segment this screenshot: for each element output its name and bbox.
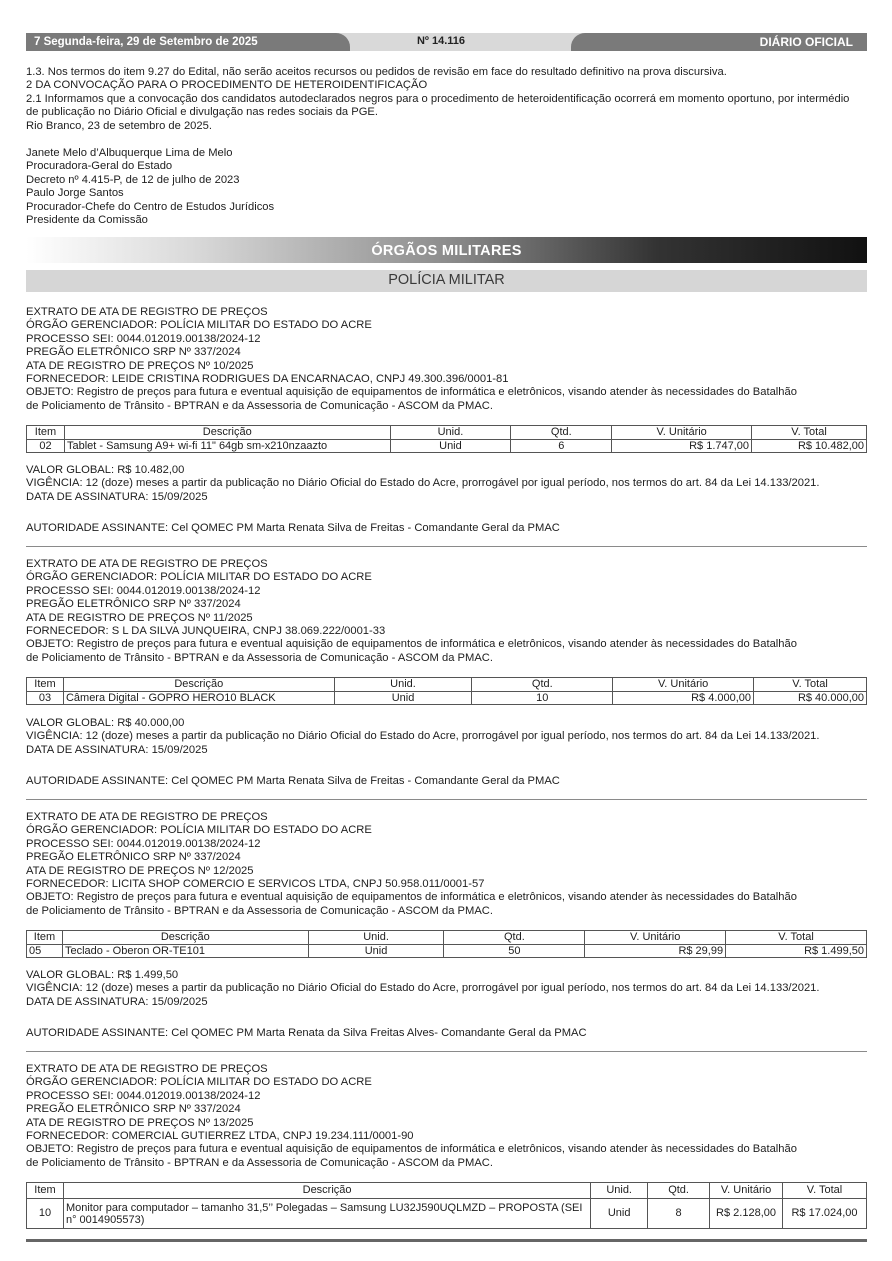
- extract-data: DATA DE ASSINATURA: 15/09/2025: [26, 743, 208, 756]
- extract-fornecedor: FORNECEDOR: LEIDE CRISTINA RODRIGUES DA ENCARNACAO, CNPJ 49.300.396/0001-81: [26, 373, 509, 386]
- col-header-vtotal: V. Total: [726, 931, 867, 945]
- cell-vtotal: R$ 40.000,00: [754, 691, 867, 705]
- cell-vunit: R$ 2.128,00: [710, 1199, 783, 1229]
- extract-orgao: ÓRGÃO GERENCIADOR: POLÍCIA MILITAR DO ESTADO DO ACRE: [26, 1076, 372, 1089]
- cell-vunit: R$ 29,99: [585, 944, 726, 958]
- col-header-item: Item: [27, 426, 65, 440]
- cell-item: 03: [27, 691, 64, 705]
- col-header-unid: Unid.: [308, 931, 444, 945]
- cell-qtd: 8: [648, 1199, 710, 1229]
- col-header-qtd: Qtd.: [648, 1183, 710, 1199]
- extract-pregao: PREGÃO ELETRÔNICO SRP Nº 337/2024: [26, 346, 241, 359]
- section-banner-military: [26, 237, 867, 263]
- extract-objeto: OBJETO: Registro de preços para futura e eventual aquisição de equipamentos de informática e eletrônicos, visando atender às necessidades do Batalhão: [26, 891, 797, 904]
- intro-line: 2.1 Informamos que a convocação dos candidatos autodeclarados negros para o procedimento de heteroidentificação ocorrerá em momento oportuno, por intermédio: [26, 92, 850, 105]
- extract-orgao: ÓRGÃO GERENCIADOR: POLÍCIA MILITAR DO ESTADO DO ACRE: [26, 571, 372, 584]
- col-header-item: Item: [27, 678, 64, 692]
- signature-line: Presidente da Comissão: [26, 214, 148, 227]
- cell-item: 10: [27, 1199, 64, 1229]
- cell-unid: Unid: [390, 439, 511, 453]
- divider: [26, 799, 867, 800]
- cell-vunit: R$ 4.000,00: [613, 691, 754, 705]
- table-header-row: [27, 678, 867, 692]
- table-row: [27, 691, 867, 705]
- extract-valor: VALOR GLOBAL: R$ 1.499,50: [26, 969, 179, 981]
- extract-title: EXTRATO DE ATA DE REGISTRO DE PREÇOS: [26, 558, 268, 570]
- items-table-2: [26, 677, 867, 705]
- extract-valor: VALOR GLOBAL: R$ 40.000,00: [26, 717, 185, 729]
- divider: [26, 1051, 867, 1052]
- cell-desc: Tablet - Samsung A9+ wi-fi 11" 64gb sm-x210nzaazto: [64, 439, 390, 453]
- col-header-desc: Descrição: [64, 426, 390, 440]
- extract-processo: PROCESSO SEI: 0044.012019.00138/2024-12: [26, 1089, 261, 1102]
- extract-pregao: PREGÃO ELETRÔNICO SRP Nº 337/2024: [26, 1103, 241, 1116]
- items-table-3: [26, 930, 867, 958]
- extract-objeto: OBJETO: Registro de preços para futura e eventual aquisição de equipamentos de informática e eletrônicos, visando atender às necessidades do Batalhão: [26, 638, 797, 651]
- signature-line: Procurador-Chefe do Centro de Estudos Jurídicos: [26, 200, 275, 213]
- cell-qtd: 6: [511, 439, 612, 453]
- extract-title: EXTRATO DE ATA DE REGISTRO DE PREÇOS: [26, 306, 268, 318]
- cell-qtd: 10: [472, 691, 613, 705]
- table-header-row: [27, 1183, 867, 1199]
- cell-vtotal: R$ 17.024,00: [783, 1199, 867, 1229]
- section-banner-police: [26, 270, 867, 292]
- table-row: [27, 439, 867, 453]
- extract-footer-3: [26, 969, 868, 1009]
- page-header: [26, 33, 867, 51]
- table-row: [27, 944, 867, 958]
- extract-processo: PROCESSO SEI: 0044.012019.00138/2024-12: [26, 332, 261, 345]
- extract-data: DATA DE ASSINATURA: 15/09/2025: [26, 995, 208, 1008]
- intro-line: Rio Branco, 23 de setembro de 2025.: [26, 119, 212, 132]
- table-header-row: [27, 426, 867, 440]
- extract-ata: ATA DE REGISTRO DE PREÇOS Nº 11/2025: [26, 611, 253, 624]
- col-header-desc: Descrição: [63, 1183, 590, 1199]
- cell-unid: Unid: [591, 1199, 648, 1229]
- extract-block-3: [26, 811, 868, 918]
- intro-paragraph: [26, 66, 868, 133]
- divider: [26, 546, 867, 547]
- signature-line: Procuradora-Geral do Estado: [26, 160, 173, 173]
- extract-fornecedor: FORNECEDOR: S L DA SILVA JUNQUEIRA, CNPJ 38.069.222/0001-33: [26, 625, 386, 638]
- extract-processo: PROCESSO SEI: 0044.012019.00138/2024-12: [26, 584, 261, 597]
- cell-vtotal: R$ 1.499,50: [726, 944, 867, 958]
- cell-desc: Câmera Digital - GOPRO HERO10 BLACK: [63, 691, 334, 705]
- col-header-qtd: Qtd.: [511, 426, 612, 440]
- extract-block-2: [26, 558, 868, 665]
- cell-qtd: 50: [444, 944, 585, 958]
- extract-autoridade: AUTORIDADE ASSINANTE: Cel QOMEC PM Marta Renata da Silva Freitas Alves- Comandante Geral da PMAC: [26, 1027, 587, 1039]
- extract-block-4: [26, 1063, 868, 1170]
- extract-footer-1: [26, 464, 868, 504]
- extract-objeto: OBJETO: Registro de preços para futura e eventual aquisição de equipamentos de informática e eletrônicos, visando atender às necessidades do Batalhão: [26, 386, 797, 399]
- header-edition-number: Nº 14.116: [416, 35, 466, 47]
- col-header-vunit: V. Unitário: [612, 426, 752, 440]
- intro-line: 2 DA CONVOCAÇÃO PARA O PROCEDIMENTO DE HETEROIDENTIFICAÇÃO: [26, 79, 428, 92]
- extract-processo: PROCESSO SEI: 0044.012019.00138/2024-12: [26, 837, 261, 850]
- col-header-unid: Unid.: [591, 1183, 648, 1199]
- header-publication-name: DIÁRIO OFICIAL: [591, 33, 867, 51]
- signature-line: Janete Melo d’Albuquerque Lima de Melo: [26, 147, 233, 159]
- cell-item: 05: [27, 944, 63, 958]
- intro-line: 1.3. Nos termos do item 9.27 do Edital, não serão aceitos recursos ou pedidos de revisão em face do resultado definitivo na prova discursiva.: [26, 66, 727, 78]
- extract-objeto-cont: de Policiamento de Trânsito - BPTRAN e da Assessoria de Comunicação - ASCOM da PMAC.: [26, 399, 493, 412]
- extract-autoridade: AUTORIDADE ASSINANTE: Cel QOMEC PM Marta Renata Silva de Freitas - Comandante Geral da PMAC: [26, 775, 560, 787]
- col-header-vtotal: V. Total: [752, 426, 867, 440]
- extract-valor: VALOR GLOBAL: R$ 10.482,00: [26, 464, 185, 476]
- table-header-row: [27, 931, 867, 945]
- extract-objeto-cont: de Policiamento de Trânsito - BPTRAN e da Assessoria de Comunicação - ASCOM da PMAC.: [26, 1156, 493, 1169]
- extract-footer-2: [26, 717, 868, 757]
- extract-ata: ATA DE REGISTRO DE PREÇOS Nº 10/2025: [26, 359, 254, 372]
- extract-orgao: ÓRGÃO GERENCIADOR: POLÍCIA MILITAR DO ESTADO DO ACRE: [26, 824, 372, 837]
- extract-fornecedor: FORNECEDOR: COMERCIAL GUTIERREZ LTDA, CNPJ 19.234.111/0001-90: [26, 1130, 414, 1143]
- section-title-military: ÓRGÃOS MILITARES: [371, 243, 522, 259]
- extract-fornecedor: FORNECEDOR: LICITA SHOP COMERCIO E SERVICOS LTDA, CNPJ 50.958.011/0001-57: [26, 878, 485, 891]
- col-header-unid: Unid.: [334, 678, 472, 692]
- col-header-item: Item: [27, 931, 63, 945]
- cell-unid: Unid: [308, 944, 444, 958]
- col-header-vunit: V. Unitário: [585, 931, 726, 945]
- cell-item: 02: [27, 439, 65, 453]
- signature-line: Decreto nº 4.415-P, de 12 de julho de 2023: [26, 173, 240, 186]
- col-header-vunit: V. Unitário: [613, 678, 754, 692]
- page-bottom-rule: [26, 1239, 867, 1242]
- extract-data: DATA DE ASSINATURA: 15/09/2025: [26, 490, 208, 503]
- header-page-date: 7 Segunda-feira, 29 de Setembro de 2025: [26, 33, 326, 51]
- extract-objeto: OBJETO: Registro de preços para futura e eventual aquisição de equipamentos de informática e eletrônicos, visando atender às necessidades do Batalhão: [26, 1143, 797, 1156]
- col-header-qtd: Qtd.: [472, 678, 613, 692]
- col-header-qtd: Qtd.: [444, 931, 585, 945]
- extract-vigencia: VIGÊNCIA: 12 (doze) meses a partir da publicação no Diário Oficial do Estado do Acre, prorrogável por igual período, nos termos do art. 84 da Lei 14.133/2021.: [26, 730, 820, 743]
- signature-line: Paulo Jorge Santos: [26, 187, 124, 200]
- col-header-unid: Unid.: [390, 426, 511, 440]
- table-row: [27, 1199, 867, 1229]
- items-table-4: [26, 1182, 867, 1229]
- section-title-police: POLÍCIA MILITAR: [388, 272, 505, 288]
- cell-desc: Monitor para computador – tamanho 31,5’’ Polegadas – Samsung LU32J590UQLMZD – PROPOSTA (SEI n° 0014905573): [63, 1199, 590, 1229]
- extract-block-1: [26, 306, 868, 413]
- signature-block: [26, 147, 868, 227]
- col-header-desc: Descrição: [62, 931, 308, 945]
- cell-vtotal: R$ 10.482,00: [752, 439, 867, 453]
- extract-vigencia: VIGÊNCIA: 12 (doze) meses a partir da publicação no Diário Oficial do Estado do Acre, prorrogável por igual período, nos termos do art. 84 da Lei 14.133/2021.: [26, 477, 820, 490]
- extract-title: EXTRATO DE ATA DE REGISTRO DE PREÇOS: [26, 1063, 268, 1075]
- extract-objeto-cont: de Policiamento de Trânsito - BPTRAN e da Assessoria de Comunicação - ASCOM da PMAC.: [26, 651, 493, 664]
- extract-title: EXTRATO DE ATA DE REGISTRO DE PREÇOS: [26, 811, 268, 823]
- extract-pregao: PREGÃO ELETRÔNICO SRP Nº 337/2024: [26, 851, 241, 864]
- cell-unid: Unid: [334, 691, 472, 705]
- extract-orgao: ÓRGÃO GERENCIADOR: POLÍCIA MILITAR DO ESTADO DO ACRE: [26, 319, 372, 332]
- items-table-1: [26, 425, 867, 453]
- extract-ata: ATA DE REGISTRO DE PREÇOS Nº 12/2025: [26, 864, 254, 877]
- col-header-vtotal: V. Total: [783, 1183, 867, 1199]
- extract-objeto-cont: de Policiamento de Trânsito - BPTRAN e da Assessoria de Comunicação - ASCOM da PMAC.: [26, 904, 493, 917]
- col-header-item: Item: [27, 1183, 64, 1199]
- cell-desc: Teclado - Oberon OR-TE101: [62, 944, 308, 958]
- extract-ata: ATA DE REGISTRO DE PREÇOS Nº 13/2025: [26, 1116, 254, 1129]
- col-header-vunit: V. Unitário: [710, 1183, 783, 1199]
- intro-line: de publicação no Diário Oficial e divulgação nas redes sociais da PGE.: [26, 106, 378, 119]
- cell-vunit: R$ 1.747,00: [612, 439, 752, 453]
- extract-pregao: PREGÃO ELETRÔNICO SRP Nº 337/2024: [26, 598, 241, 611]
- col-header-desc: Descrição: [63, 678, 334, 692]
- extract-vigencia: VIGÊNCIA: 12 (doze) meses a partir da publicação no Diário Oficial do Estado do Acre, prorrogável por igual período, nos termos do art. 84 da Lei 14.133/2021.: [26, 982, 820, 995]
- col-header-vtotal: V. Total: [754, 678, 867, 692]
- extract-autoridade: AUTORIDADE ASSINANTE: Cel QOMEC PM Marta Renata Silva de Freitas - Comandante Geral da PMAC: [26, 522, 560, 534]
